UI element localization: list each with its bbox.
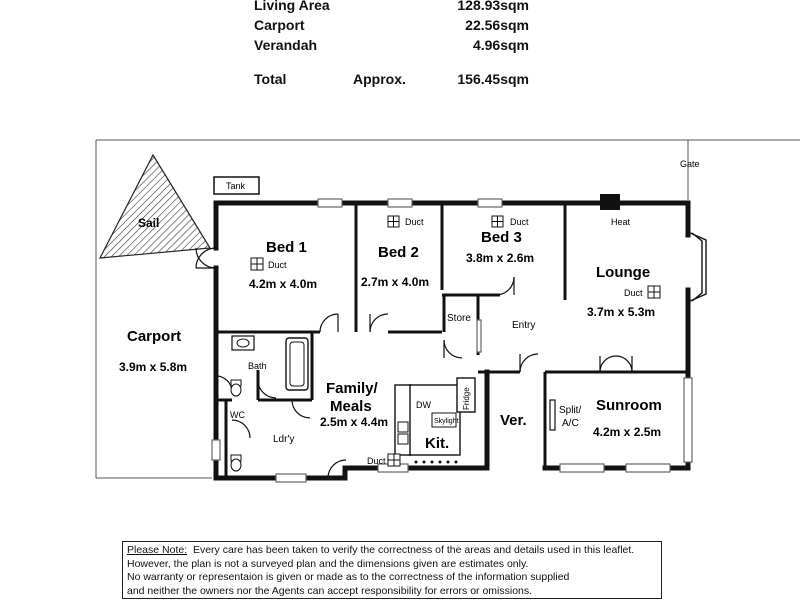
fridge-label: Fridge xyxy=(462,387,471,410)
lounge-name: Lounge xyxy=(596,264,651,281)
bath-label: Bath xyxy=(248,361,267,371)
note-line3: No warranty or representaion is given or made as to the correctness of the information supplied xyxy=(127,571,570,583)
area-label: Verandah xyxy=(254,37,318,53)
entry-label: Entry xyxy=(512,320,536,331)
disclaimer-note xyxy=(122,541,662,599)
sunroom-name: Sunroom xyxy=(596,397,662,414)
heat-label: Heat xyxy=(611,217,631,227)
note-line2: However, the plan is not a surveyed plan and the dimensions given are estimates only. xyxy=(127,557,529,570)
area-value: 156.45sqm xyxy=(457,71,529,87)
family-name-line2: Meals xyxy=(330,398,372,415)
kitchen-name: Kit. xyxy=(425,435,450,452)
store-label: Store xyxy=(447,313,471,324)
split-label-2: A/C xyxy=(562,418,579,429)
area-value: 22.56sqm xyxy=(465,17,529,33)
bed2-duct-label: Duct xyxy=(405,217,424,227)
laundry-label: Ldr'y xyxy=(273,434,295,445)
bed3-dims: 3.8m x 2.6m xyxy=(466,251,535,265)
carport-dims: 3.9m x 5.8m xyxy=(119,360,188,374)
carport-name: Carport xyxy=(127,328,182,345)
sunroom-dims: 4.2m x 2.5m xyxy=(593,425,662,439)
area-label: Living Area xyxy=(254,0,330,13)
skylight-label: Skylight xyxy=(434,418,459,425)
duct-icon xyxy=(648,286,660,298)
bed2-dims: 2.7m x 4.0m xyxy=(361,275,430,289)
area-value: 4.96sqm xyxy=(472,37,529,53)
split-label-1: Split/ xyxy=(559,405,582,416)
area-approx: Approx. xyxy=(353,71,406,87)
shade-sail-icon xyxy=(100,155,210,258)
lounge-dims: 3.7m x 5.3m xyxy=(587,305,656,319)
bed1-dims: 4.2m x 4.0m xyxy=(249,277,318,291)
sail-label: Sail xyxy=(138,216,160,230)
duct-icon xyxy=(251,258,263,270)
wc-label: WC xyxy=(230,410,245,420)
bed1-name: Bed 1 xyxy=(266,239,307,256)
area-label: Carport xyxy=(254,17,305,33)
lounge-bay-window xyxy=(688,232,706,302)
toilet-icon xyxy=(231,455,241,471)
area-label: Total xyxy=(254,71,287,87)
family-name-line1: Family/ xyxy=(326,380,378,397)
note-line4: and neither the owners nor the Agents can accept responsibility for errors or omissions. xyxy=(127,584,533,597)
dw-label: DW xyxy=(416,400,431,410)
heater-icon xyxy=(600,194,620,210)
family-dims: 2.5m x 4.4m xyxy=(320,415,389,429)
duct-icon xyxy=(492,216,503,227)
note-heading: Please Note: xyxy=(127,544,188,556)
split-ac-icon xyxy=(550,400,555,430)
family-duct-label: Duct xyxy=(367,456,386,466)
bed3-name: Bed 3 xyxy=(481,229,522,246)
gate-label: Gate xyxy=(680,159,700,169)
toilet-icon xyxy=(231,380,241,396)
cooktop-icon xyxy=(415,461,458,464)
bed2-name: Bed 2 xyxy=(378,244,419,261)
area-value: 128.93sqm xyxy=(457,0,529,13)
lounge-duct-label: Duct xyxy=(624,288,643,298)
bed1-duct-label: Duct xyxy=(268,260,287,270)
note-line1: Every care has been taken to verify the correctness of the areas and details used in this leaflet. xyxy=(192,544,635,556)
bed3-duct-label: Duct xyxy=(510,217,529,227)
duct-icon xyxy=(388,454,400,466)
tank-label: Tank xyxy=(226,181,246,191)
verandah-name: Ver. xyxy=(500,412,527,429)
duct-icon xyxy=(388,216,399,227)
